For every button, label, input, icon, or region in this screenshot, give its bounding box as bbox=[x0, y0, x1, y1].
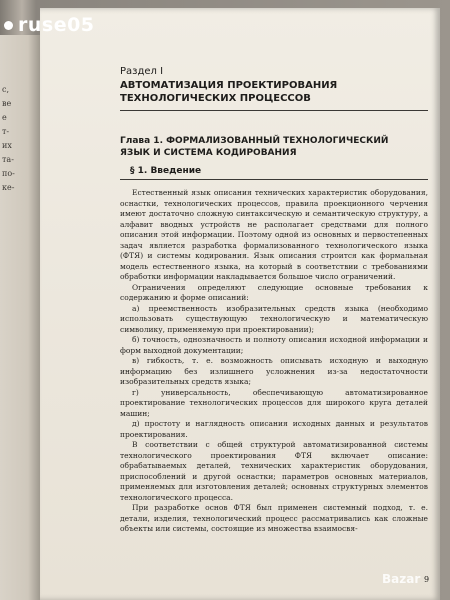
chapter-title: Глава 1. ФОРМАЛИЗОВАННЫЙ ТЕХНОЛОГИЧЕСКИЙ ЯЗЫК И СИСТЕМА КОДИРОВАНИЯ bbox=[120, 136, 389, 158]
previous-page-line: е bbox=[2, 113, 7, 122]
previous-page-line: т- bbox=[2, 127, 10, 136]
previous-page-line: ве bbox=[2, 99, 12, 108]
paragraph: В соответствии с общей структурой автоматизированной системы технологического проектирования ФТЯ включает описание: обрабатываемых деталей, технических характеристик оборудования, приспособлений и другой оснастки; параметров основных материалов, применяемых для изготовления деталей; основных структурных элементов технологического процесса. bbox=[120, 440, 428, 502]
previous-page-edge bbox=[0, 35, 40, 600]
list-item: б) точность, однозначность и полноту описания исходной информации и форм выходной документации; bbox=[120, 335, 428, 355]
list-item: д) простоту и наглядность описания исходных данных и результатов проектирования. bbox=[120, 419, 428, 439]
list-item: г) универсальность, обеспечивающую автоматизированное проектирование технологических процессов для широкого круга деталей машин; bbox=[120, 387, 428, 418]
watermark-text: ruse05 bbox=[18, 14, 95, 36]
part-divider bbox=[120, 110, 428, 111]
previous-page-line: с, bbox=[2, 85, 10, 94]
part-title: АВТОМАТИЗАЦИЯ ПРОЕКТИРОВАНИЯ ТЕХНОЛОГИЧЕСКИХ ПРОЦЕССОВ bbox=[120, 80, 338, 104]
previous-page-text bbox=[2, 85, 36, 197]
watermark-logo bbox=[4, 14, 95, 36]
book-page bbox=[40, 8, 440, 600]
paragraph: Естественный язык описания технических характеристик оборудования, оснастки, технологических процессов, правила проекционного черчения имеют достаточно сложную синтаксическую и семантическую структуру, а алфавит вводных устройств не располагает средствами для полного описания этой информации. Поэтому одной из основных и первостепенных задач является разработка формализованного технологического языка (ФТЯ) и системы кодирования. Язык описания строится как формальная модель естественного языка, на который в соответствии с требованиями обработки информации накладывается большое число ограничений. bbox=[120, 188, 428, 281]
previous-page-line: ке- bbox=[2, 183, 15, 192]
body-text bbox=[120, 188, 428, 535]
list-item: в) гибкость, т. е. возможность описывать исходную и выходную информацию без излишнего усложнения из-за недостаточности изобразительных средств языка; bbox=[120, 356, 428, 386]
section-title: § 1. Введение bbox=[130, 166, 202, 176]
previous-page-line: по- bbox=[2, 169, 15, 178]
bazar-watermark: Bazar bbox=[382, 572, 421, 586]
logo-dot-icon bbox=[4, 21, 13, 30]
previous-page-line: та- bbox=[2, 155, 14, 164]
page-number: 9 bbox=[424, 575, 430, 584]
part-label: Раздел I bbox=[120, 66, 164, 77]
previous-page-line: их bbox=[2, 141, 12, 150]
paragraph: При разработке основ ФТЯ был применен системный подход, т. е. детали, изделия, технологический процесс рассматривались как сложные объекты или системы, состоящие из множества взаимосвя- bbox=[120, 503, 428, 533]
paragraph: Ограничения определяют следующие основные требования к содержанию и форме описаний: bbox=[120, 282, 428, 302]
list-item: а) преемственность изобразительных средств языка (необходимо использовать существующую технологическую и математическую символику, применяемую при проектировании); bbox=[120, 303, 428, 334]
section-divider bbox=[120, 179, 428, 180]
